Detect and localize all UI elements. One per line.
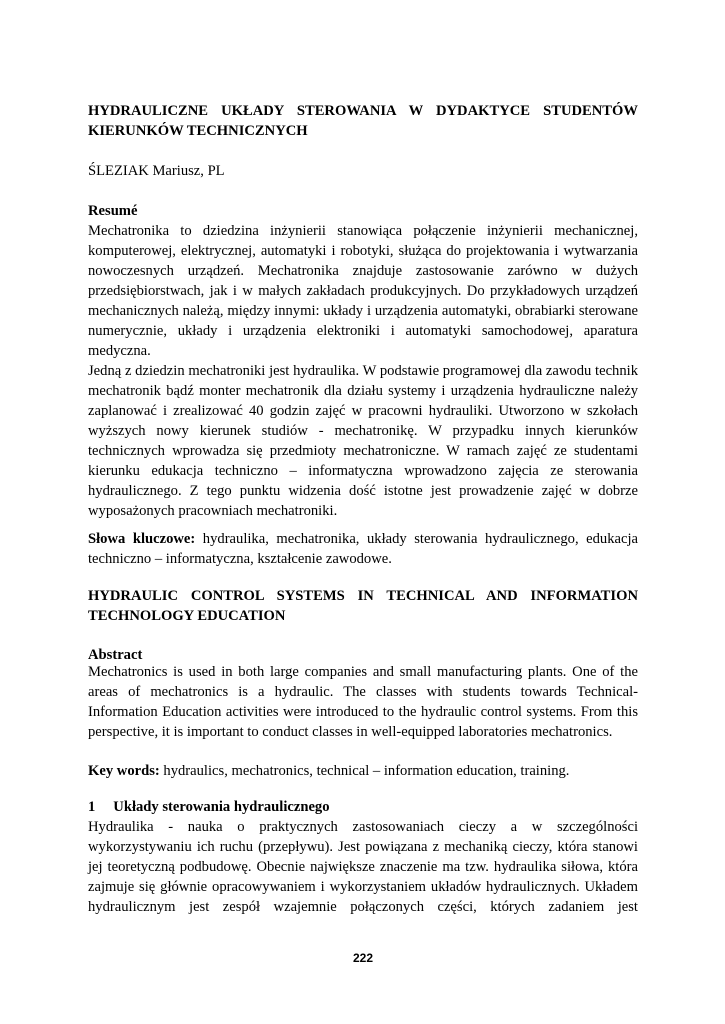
author: ŚLEZIAK Mariusz, PL (88, 163, 225, 179)
text-line: medyczna. (88, 343, 151, 359)
text-line: mechanicznych należą, między innymi: układy i urządzenia automatyki, obrabiarki sterowane (88, 303, 638, 319)
title-polish-line-2: KIERUNKÓW TECHNICZNYCH (88, 123, 308, 139)
title-polish (88, 101, 638, 141)
text-line: wyższych nowy kierunek studiów - mechatronikę. W przypadku innych kierunków (88, 423, 638, 439)
text-line: numerycznie, układy i urządzenia elektroniki i automatyki samochodowej, aparatura (88, 323, 638, 339)
title-polish-line-1: HYDRAULICZNE UKŁADY STEROWANIA W DYDAKTYCE STUDENTÓW (88, 103, 638, 119)
keywords-english (88, 761, 638, 781)
text-line: perspective, it is important to conduct classes in well-equipped laboratories mechatronics. (88, 724, 613, 740)
resume-paragraph-1 (88, 221, 638, 361)
resume-paragraph-2 (88, 361, 638, 521)
section-1-heading (88, 797, 330, 817)
text-line: Jedną z dziedzin mechatroniki jest hydraulika. W podstawie programowej dla zawodu technik (88, 363, 638, 379)
text-line: hydraulicznym jest zespół wzajemnie połączonych części, których zadaniem jest (88, 899, 638, 915)
section-1-paragraph (88, 817, 638, 917)
text-line: techniczno – informatyczna, kształcenie zawodowe. (88, 551, 392, 567)
text-line: hydraulicznego. Z tego punktu widzenia dość istotne jest prowadzenie zajęć w dobrze (88, 483, 638, 499)
text-line: Information Education activities were introduced to the hydraulic control systems. From this (88, 704, 638, 720)
title-english-line-1: HYDRAULIC CONTROL SYSTEMS IN TECHNICAL AND INFORMATION (88, 588, 638, 604)
text-line: zajmuje się głównie opracowywaniem i wykorzystaniem układów hydraulicznych. Układem (88, 879, 638, 895)
text-line: mechatronik bądź monter mechatronik dla działu systemy i urządzenia hydrauliczne należy (88, 383, 638, 399)
text-line: kierunku edukacja techniczno – informatyczna wprowadzono zajęcia ze sterowania (88, 463, 638, 479)
keywords-polish (88, 529, 638, 569)
text-line: nowoczesnych urządzeń. Mechatronika znajduje zastosowanie zarówno w dużych (88, 263, 638, 279)
keywords-polish-label: Słowa kluczowe: (88, 531, 196, 547)
keywords-english-text: hydraulics, mechatronics, technical – information education, training. (159, 763, 570, 779)
abstract-heading: Abstract (88, 647, 143, 663)
text-line: zaplanować i zrealizować 40 godzin zajęć w pracowni hydrauliki. Utworzono w szkołach (88, 403, 638, 419)
text-line: wykorzystywaniu ich ruchu (przepływu). Jest powiązana z mechaniką cieczy, która stanowi (88, 839, 638, 855)
text-line: areas of mechatronics is a hydraulic. The classes with students towards Technical- (88, 684, 638, 700)
title-english (88, 586, 638, 626)
resume-heading: Resumé (88, 203, 138, 219)
text-line: Mechatronika to dziedzina inżynierii stanowiąca połączenie inżynierii mechanicznej, (88, 223, 638, 239)
title-english-line-2: TECHNOLOGY EDUCATION (88, 608, 286, 624)
text-line: technicznych wprowadza się przedmioty mechatroniczne. W ramach zajęć ze studentami (88, 443, 638, 459)
text-line: przedsiębiorstwach, jak i w małych zakładach produkcyjnych. Do przykładowych urządzeń (88, 283, 638, 299)
text-line: Mechatronics is used in both large companies and small manufacturing plants. One of the (88, 664, 638, 680)
keywords-english-label: Key words: (88, 763, 160, 779)
section-1-title: Układy sterowania hydraulicznego (113, 799, 330, 815)
text-line: jej teoretyczną podbudowę. Obecnie największe znaczenie ma tzw. hydraulika siłowa, która (88, 859, 638, 875)
abstract-paragraph (88, 662, 638, 742)
text-line: Hydraulika - nauka o praktycznych zastosowaniach cieczy a w szczególności (88, 819, 638, 835)
text-line: wyposażonych pracowniach mechatroniki. (88, 503, 338, 519)
text-line (88, 529, 638, 549)
keywords-polish-text: hydraulika, mechatronika, układy sterowania hydraulicznego, edukacja (195, 531, 638, 547)
section-1-number: 1 (88, 799, 96, 815)
text-line: komputerowej, elektrycznej, automatyki i robotyki, służąca do projektowania i wytwarzania (88, 243, 638, 259)
page-number: 222 (352, 951, 374, 965)
